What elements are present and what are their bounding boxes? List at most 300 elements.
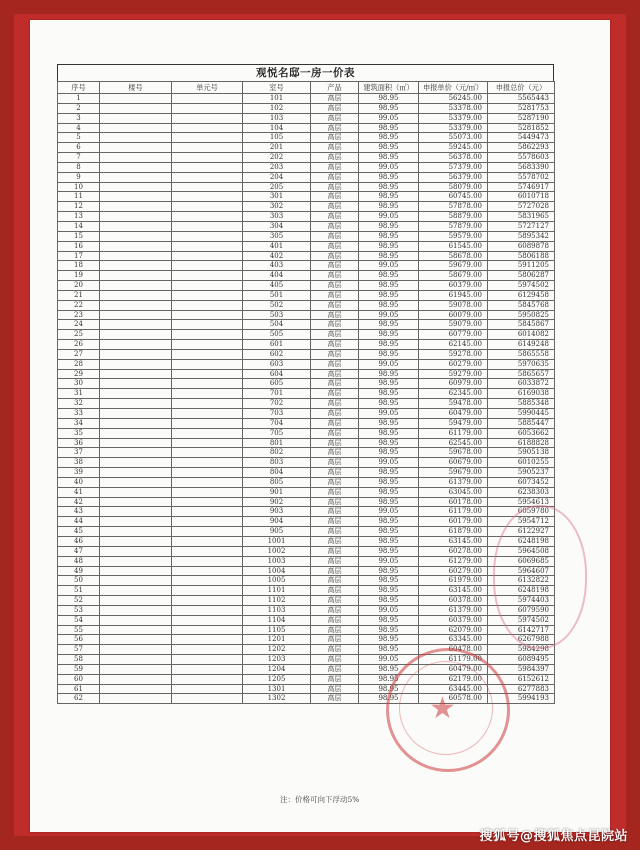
cell-unit-price: 60178.00 bbox=[419, 497, 488, 507]
cell-total-price: 5970635 bbox=[488, 359, 555, 369]
cell-room: 905 bbox=[243, 527, 311, 537]
cell-room: 104 bbox=[243, 123, 311, 133]
cell-building bbox=[100, 241, 172, 251]
table-row bbox=[58, 448, 555, 458]
cell-serial: 20 bbox=[58, 281, 100, 291]
header-product: 产品 bbox=[311, 82, 359, 94]
oval-seal-stamp bbox=[493, 505, 587, 649]
cell-serial: 39 bbox=[58, 468, 100, 478]
cell-unit-price: 60578.00 bbox=[419, 694, 488, 704]
header-area: 建筑面积（㎡） bbox=[359, 82, 419, 94]
cell-unit bbox=[172, 517, 243, 527]
cell-unit-price: 63445.00 bbox=[419, 684, 488, 694]
cell-building bbox=[100, 103, 172, 113]
cell-serial: 7 bbox=[58, 153, 100, 163]
cell-building bbox=[100, 300, 172, 310]
table-row bbox=[58, 615, 555, 625]
cell-unit bbox=[172, 241, 243, 251]
cell-unit-price: 58079.00 bbox=[419, 182, 488, 192]
cell-building bbox=[100, 536, 172, 546]
cell-building bbox=[100, 340, 172, 350]
table-row bbox=[58, 320, 555, 330]
cell-room: 103 bbox=[243, 113, 311, 123]
cell-building bbox=[100, 310, 172, 320]
table-row bbox=[58, 290, 555, 300]
cell-product: 高层 bbox=[311, 153, 359, 163]
cell-total-price: 5895342 bbox=[488, 231, 555, 241]
cell-total-price: 5683390 bbox=[488, 162, 555, 172]
cell-unit-price: 63145.00 bbox=[419, 586, 488, 596]
cell-product: 高层 bbox=[311, 320, 359, 330]
cell-serial: 49 bbox=[58, 566, 100, 576]
cell-area: 98.95 bbox=[359, 399, 419, 409]
table-row bbox=[58, 458, 555, 468]
cell-serial: 29 bbox=[58, 369, 100, 379]
cell-area: 98.95 bbox=[359, 566, 419, 576]
cell-product: 高层 bbox=[311, 340, 359, 350]
cell-area: 98.95 bbox=[359, 172, 419, 182]
cell-product: 高层 bbox=[311, 605, 359, 615]
cell-room: 405 bbox=[243, 281, 311, 291]
cell-area: 98.95 bbox=[359, 615, 419, 625]
cell-total-price: 5845867 bbox=[488, 320, 555, 330]
cell-total-price: 5727127 bbox=[488, 221, 555, 231]
cell-total-price: 5565443 bbox=[488, 94, 555, 104]
cell-room: 504 bbox=[243, 320, 311, 330]
cell-building bbox=[100, 655, 172, 665]
cell-building bbox=[100, 281, 172, 291]
cell-unit bbox=[172, 615, 243, 625]
cell-total-price: 6238303 bbox=[488, 487, 555, 497]
cell-unit bbox=[172, 281, 243, 291]
cell-total-price: 5954712 bbox=[488, 517, 555, 527]
cell-product: 高层 bbox=[311, 212, 359, 222]
cell-serial: 47 bbox=[58, 546, 100, 556]
cell-total-price: 5862293 bbox=[488, 143, 555, 153]
cell-unit bbox=[172, 497, 243, 507]
cell-product: 高层 bbox=[311, 182, 359, 192]
cell-product: 高层 bbox=[311, 231, 359, 241]
cell-unit bbox=[172, 320, 243, 330]
cell-total-price: 5984298 bbox=[488, 645, 555, 655]
cell-room: 302 bbox=[243, 202, 311, 212]
cell-unit bbox=[172, 103, 243, 113]
cell-unit bbox=[172, 536, 243, 546]
cell-product: 高层 bbox=[311, 694, 359, 704]
cell-building bbox=[100, 586, 172, 596]
cell-room: 904 bbox=[243, 517, 311, 527]
cell-building bbox=[100, 517, 172, 527]
cell-unit-price: 60279.00 bbox=[419, 359, 488, 369]
cell-total-price: 6014082 bbox=[488, 330, 555, 340]
cell-room: 1101 bbox=[243, 586, 311, 596]
cell-serial: 60 bbox=[58, 674, 100, 684]
cell-room: 102 bbox=[243, 103, 311, 113]
cell-room: 205 bbox=[243, 182, 311, 192]
cell-product: 高层 bbox=[311, 349, 359, 359]
cell-product: 高层 bbox=[311, 645, 359, 655]
cell-product: 高层 bbox=[311, 418, 359, 428]
cell-room: 1203 bbox=[243, 655, 311, 665]
cell-product: 高层 bbox=[311, 674, 359, 684]
table-row bbox=[58, 212, 555, 222]
cell-building bbox=[100, 349, 172, 359]
cell-total-price: 5974502 bbox=[488, 281, 555, 291]
table-row bbox=[58, 428, 555, 438]
cell-unit bbox=[172, 330, 243, 340]
cell-area: 98.95 bbox=[359, 231, 419, 241]
cell-serial: 2 bbox=[58, 103, 100, 113]
cell-unit bbox=[172, 202, 243, 212]
cell-building bbox=[100, 615, 172, 625]
table-row bbox=[58, 271, 555, 281]
cell-room: 805 bbox=[243, 477, 311, 487]
cell-serial: 10 bbox=[58, 182, 100, 192]
price-table bbox=[57, 81, 555, 704]
cell-area: 99.05 bbox=[359, 409, 419, 419]
cell-total-price: 6010718 bbox=[488, 192, 555, 202]
cell-total-price: 6248198 bbox=[488, 536, 555, 546]
cell-area: 98.95 bbox=[359, 182, 419, 192]
header-unit-price: 申报单价（元/㎡） bbox=[419, 82, 488, 94]
cell-total-price: 5865558 bbox=[488, 349, 555, 359]
cell-total-price: 6129458 bbox=[488, 290, 555, 300]
cell-serial: 41 bbox=[58, 487, 100, 497]
cell-unit bbox=[172, 576, 243, 586]
cell-area: 98.95 bbox=[359, 527, 419, 537]
table-row bbox=[58, 123, 555, 133]
cell-serial: 59 bbox=[58, 664, 100, 674]
cell-unit-price: 60478.00 bbox=[419, 645, 488, 655]
cell-total-price: 5727028 bbox=[488, 202, 555, 212]
cell-area: 98.95 bbox=[359, 576, 419, 586]
cell-unit bbox=[172, 153, 243, 163]
cell-serial: 55 bbox=[58, 625, 100, 635]
cell-area: 98.95 bbox=[359, 221, 419, 231]
cell-product: 高层 bbox=[311, 330, 359, 340]
cell-product: 高层 bbox=[311, 428, 359, 438]
cell-unit-price: 59078.00 bbox=[419, 300, 488, 310]
cell-building bbox=[100, 113, 172, 123]
cell-area: 98.95 bbox=[359, 143, 419, 153]
cell-product: 高层 bbox=[311, 536, 359, 546]
cell-unit-price: 63345.00 bbox=[419, 635, 488, 645]
table-row bbox=[58, 340, 555, 350]
cell-unit bbox=[172, 162, 243, 172]
cell-area: 99.05 bbox=[359, 113, 419, 123]
cell-room: 402 bbox=[243, 251, 311, 261]
table-row bbox=[58, 172, 555, 182]
cell-area: 98.95 bbox=[359, 477, 419, 487]
cell-unit bbox=[172, 113, 243, 123]
cell-product: 高层 bbox=[311, 399, 359, 409]
table-row bbox=[58, 192, 555, 202]
cell-building bbox=[100, 290, 172, 300]
table-row bbox=[58, 487, 555, 497]
cell-unit-price: 60479.00 bbox=[419, 409, 488, 419]
cell-unit-price: 61379.00 bbox=[419, 477, 488, 487]
cell-serial: 23 bbox=[58, 310, 100, 320]
table-row bbox=[58, 251, 555, 261]
cell-area: 98.95 bbox=[359, 153, 419, 163]
cell-building bbox=[100, 576, 172, 586]
cell-room: 604 bbox=[243, 369, 311, 379]
cell-room: 1105 bbox=[243, 625, 311, 635]
cell-unit bbox=[172, 369, 243, 379]
cell-total-price: 5865657 bbox=[488, 369, 555, 379]
cell-unit-price: 57878.00 bbox=[419, 202, 488, 212]
table-row bbox=[58, 635, 555, 645]
cell-room: 204 bbox=[243, 172, 311, 182]
price-sheet bbox=[57, 64, 554, 704]
table-row bbox=[58, 625, 555, 635]
cell-area: 98.95 bbox=[359, 271, 419, 281]
cell-serial: 40 bbox=[58, 477, 100, 487]
cell-product: 高层 bbox=[311, 448, 359, 458]
cell-building bbox=[100, 409, 172, 419]
cell-total-price: 5578702 bbox=[488, 172, 555, 182]
cell-unit bbox=[172, 596, 243, 606]
cell-area: 98.95 bbox=[359, 340, 419, 350]
cell-unit bbox=[172, 271, 243, 281]
cell-total-price: 6142717 bbox=[488, 625, 555, 635]
cell-unit-price: 59679.00 bbox=[419, 468, 488, 478]
cell-building bbox=[100, 369, 172, 379]
cell-building bbox=[100, 596, 172, 606]
cell-unit bbox=[172, 556, 243, 566]
cell-building bbox=[100, 645, 172, 655]
table-row bbox=[58, 369, 555, 379]
cell-product: 高层 bbox=[311, 684, 359, 694]
cell-serial: 54 bbox=[58, 615, 100, 625]
table-row bbox=[58, 497, 555, 507]
cell-area: 98.95 bbox=[359, 281, 419, 291]
cell-unit bbox=[172, 674, 243, 684]
cell-product: 高层 bbox=[311, 133, 359, 143]
cell-total-price: 5964607 bbox=[488, 566, 555, 576]
cell-total-price: 6073452 bbox=[488, 477, 555, 487]
cell-total-price: 6010255 bbox=[488, 458, 555, 468]
sheet-title: 观悦名邸一房一价表 bbox=[57, 64, 554, 81]
cell-building bbox=[100, 330, 172, 340]
cell-unit bbox=[172, 477, 243, 487]
cell-product: 高层 bbox=[311, 566, 359, 576]
table-row bbox=[58, 241, 555, 251]
cell-room: 202 bbox=[243, 153, 311, 163]
cell-room: 802 bbox=[243, 448, 311, 458]
cell-area: 98.95 bbox=[359, 497, 419, 507]
cell-unit-price: 58679.00 bbox=[419, 271, 488, 281]
cell-serial: 48 bbox=[58, 556, 100, 566]
table-row bbox=[58, 546, 555, 556]
cell-product: 高层 bbox=[311, 596, 359, 606]
table-row bbox=[58, 605, 555, 615]
cell-room: 701 bbox=[243, 389, 311, 399]
cell-area: 99.05 bbox=[359, 212, 419, 222]
cell-unit-price: 61179.00 bbox=[419, 428, 488, 438]
cell-unit-price: 59279.00 bbox=[419, 369, 488, 379]
cell-product: 高层 bbox=[311, 664, 359, 674]
cell-area: 99.05 bbox=[359, 605, 419, 615]
cell-total-price: 5984397 bbox=[488, 664, 555, 674]
cell-serial: 30 bbox=[58, 379, 100, 389]
cell-room: 1301 bbox=[243, 684, 311, 694]
cell-area: 98.95 bbox=[359, 664, 419, 674]
cell-total-price: 5994193 bbox=[488, 694, 555, 704]
cell-serial: 50 bbox=[58, 576, 100, 586]
cell-unit-price: 59079.00 bbox=[419, 320, 488, 330]
cell-building bbox=[100, 202, 172, 212]
cell-building bbox=[100, 399, 172, 409]
cell-serial: 37 bbox=[58, 448, 100, 458]
cell-room: 1204 bbox=[243, 664, 311, 674]
cell-room: 1103 bbox=[243, 605, 311, 615]
table-row bbox=[58, 507, 555, 517]
cell-serial: 13 bbox=[58, 212, 100, 222]
cell-area: 98.95 bbox=[359, 369, 419, 379]
cell-product: 高层 bbox=[311, 497, 359, 507]
cell-room: 702 bbox=[243, 399, 311, 409]
cell-unit bbox=[172, 487, 243, 497]
cell-area: 98.95 bbox=[359, 202, 419, 212]
cell-room: 1205 bbox=[243, 674, 311, 684]
cell-total-price: 6149248 bbox=[488, 340, 555, 350]
table-row bbox=[58, 586, 555, 596]
watermark-text: 搜狐号@搜狐焦点昆院站 bbox=[479, 829, 628, 844]
cell-product: 高层 bbox=[311, 458, 359, 468]
cell-total-price: 6169038 bbox=[488, 389, 555, 399]
cell-building bbox=[100, 448, 172, 458]
cell-area: 98.95 bbox=[359, 103, 419, 113]
cell-unit bbox=[172, 399, 243, 409]
cell-building bbox=[100, 458, 172, 468]
cell-unit bbox=[172, 94, 243, 104]
cell-room: 403 bbox=[243, 261, 311, 271]
cell-area: 98.95 bbox=[359, 241, 419, 251]
cell-total-price: 5449473 bbox=[488, 133, 555, 143]
table-row bbox=[58, 221, 555, 231]
cell-area: 98.95 bbox=[359, 438, 419, 448]
cell-unit-price: 56379.00 bbox=[419, 172, 488, 182]
cell-area: 98.95 bbox=[359, 320, 419, 330]
cell-total-price: 5964508 bbox=[488, 546, 555, 556]
cell-unit-price: 53379.00 bbox=[419, 123, 488, 133]
cell-product: 高层 bbox=[311, 389, 359, 399]
cell-room: 105 bbox=[243, 133, 311, 143]
cell-unit-price: 56378.00 bbox=[419, 153, 488, 163]
cell-unit-price: 62145.00 bbox=[419, 340, 488, 350]
cell-unit-price: 61279.00 bbox=[419, 556, 488, 566]
cell-total-price: 5974403 bbox=[488, 596, 555, 606]
cell-serial: 21 bbox=[58, 290, 100, 300]
cell-unit-price: 57379.00 bbox=[419, 162, 488, 172]
cell-product: 高层 bbox=[311, 94, 359, 104]
cell-unit-price: 59579.00 bbox=[419, 231, 488, 241]
cell-room: 502 bbox=[243, 300, 311, 310]
cell-total-price: 5806287 bbox=[488, 271, 555, 281]
cell-unit bbox=[172, 349, 243, 359]
cell-product: 高层 bbox=[311, 300, 359, 310]
cell-room: 602 bbox=[243, 349, 311, 359]
cell-building bbox=[100, 320, 172, 330]
cell-total-price: 5911205 bbox=[488, 261, 555, 271]
cell-total-price: 5905138 bbox=[488, 448, 555, 458]
official-seal-stamp: ★ bbox=[386, 648, 510, 772]
cell-unit-price: 61879.00 bbox=[419, 527, 488, 537]
table-row bbox=[58, 153, 555, 163]
cell-building bbox=[100, 359, 172, 369]
cell-building bbox=[100, 153, 172, 163]
cell-serial: 14 bbox=[58, 221, 100, 231]
cell-unit bbox=[172, 182, 243, 192]
cell-area: 98.95 bbox=[359, 517, 419, 527]
cell-unit bbox=[172, 625, 243, 635]
cell-unit-price: 60379.00 bbox=[419, 615, 488, 625]
cell-unit bbox=[172, 251, 243, 261]
cell-area: 98.95 bbox=[359, 635, 419, 645]
cell-building bbox=[100, 231, 172, 241]
cell-unit bbox=[172, 379, 243, 389]
cell-unit-price: 55073.00 bbox=[419, 133, 488, 143]
cell-total-price: 5287190 bbox=[488, 113, 555, 123]
cell-area: 98.95 bbox=[359, 330, 419, 340]
table-row bbox=[58, 133, 555, 143]
cell-room: 1003 bbox=[243, 556, 311, 566]
cell-total-price: 5578603 bbox=[488, 153, 555, 163]
cell-building bbox=[100, 684, 172, 694]
cell-building bbox=[100, 162, 172, 172]
cell-unit-price: 59478.00 bbox=[419, 399, 488, 409]
table-row bbox=[58, 477, 555, 487]
cell-unit bbox=[172, 546, 243, 556]
cell-unit-price: 59678.00 bbox=[419, 448, 488, 458]
header-room: 室号 bbox=[243, 82, 311, 94]
cell-unit bbox=[172, 192, 243, 202]
cell-building bbox=[100, 389, 172, 399]
table-row bbox=[58, 438, 555, 448]
cell-room: 501 bbox=[243, 290, 311, 300]
cell-room: 703 bbox=[243, 409, 311, 419]
cell-serial: 56 bbox=[58, 635, 100, 645]
cell-unit-price: 60745.00 bbox=[419, 192, 488, 202]
cell-unit bbox=[172, 123, 243, 133]
cell-area: 98.95 bbox=[359, 596, 419, 606]
cell-area: 99.05 bbox=[359, 359, 419, 369]
table-row bbox=[58, 281, 555, 291]
cell-product: 高层 bbox=[311, 310, 359, 320]
cell-area: 98.95 bbox=[359, 94, 419, 104]
table-row bbox=[58, 182, 555, 192]
table-row bbox=[58, 576, 555, 586]
cell-room: 1004 bbox=[243, 566, 311, 576]
cell-room: 1005 bbox=[243, 576, 311, 586]
cell-product: 高层 bbox=[311, 281, 359, 291]
cell-room: 505 bbox=[243, 330, 311, 340]
cell-unit bbox=[172, 448, 243, 458]
cell-product: 高层 bbox=[311, 113, 359, 123]
cell-unit bbox=[172, 428, 243, 438]
cell-product: 高层 bbox=[311, 359, 359, 369]
header-unit: 单元号 bbox=[172, 82, 243, 94]
cell-total-price: 6248198 bbox=[488, 586, 555, 596]
cell-unit bbox=[172, 300, 243, 310]
cell-unit bbox=[172, 172, 243, 182]
cell-serial: 16 bbox=[58, 241, 100, 251]
cell-unit bbox=[172, 586, 243, 596]
table-row bbox=[58, 330, 555, 340]
cell-area: 98.95 bbox=[359, 251, 419, 261]
cell-building bbox=[100, 527, 172, 537]
